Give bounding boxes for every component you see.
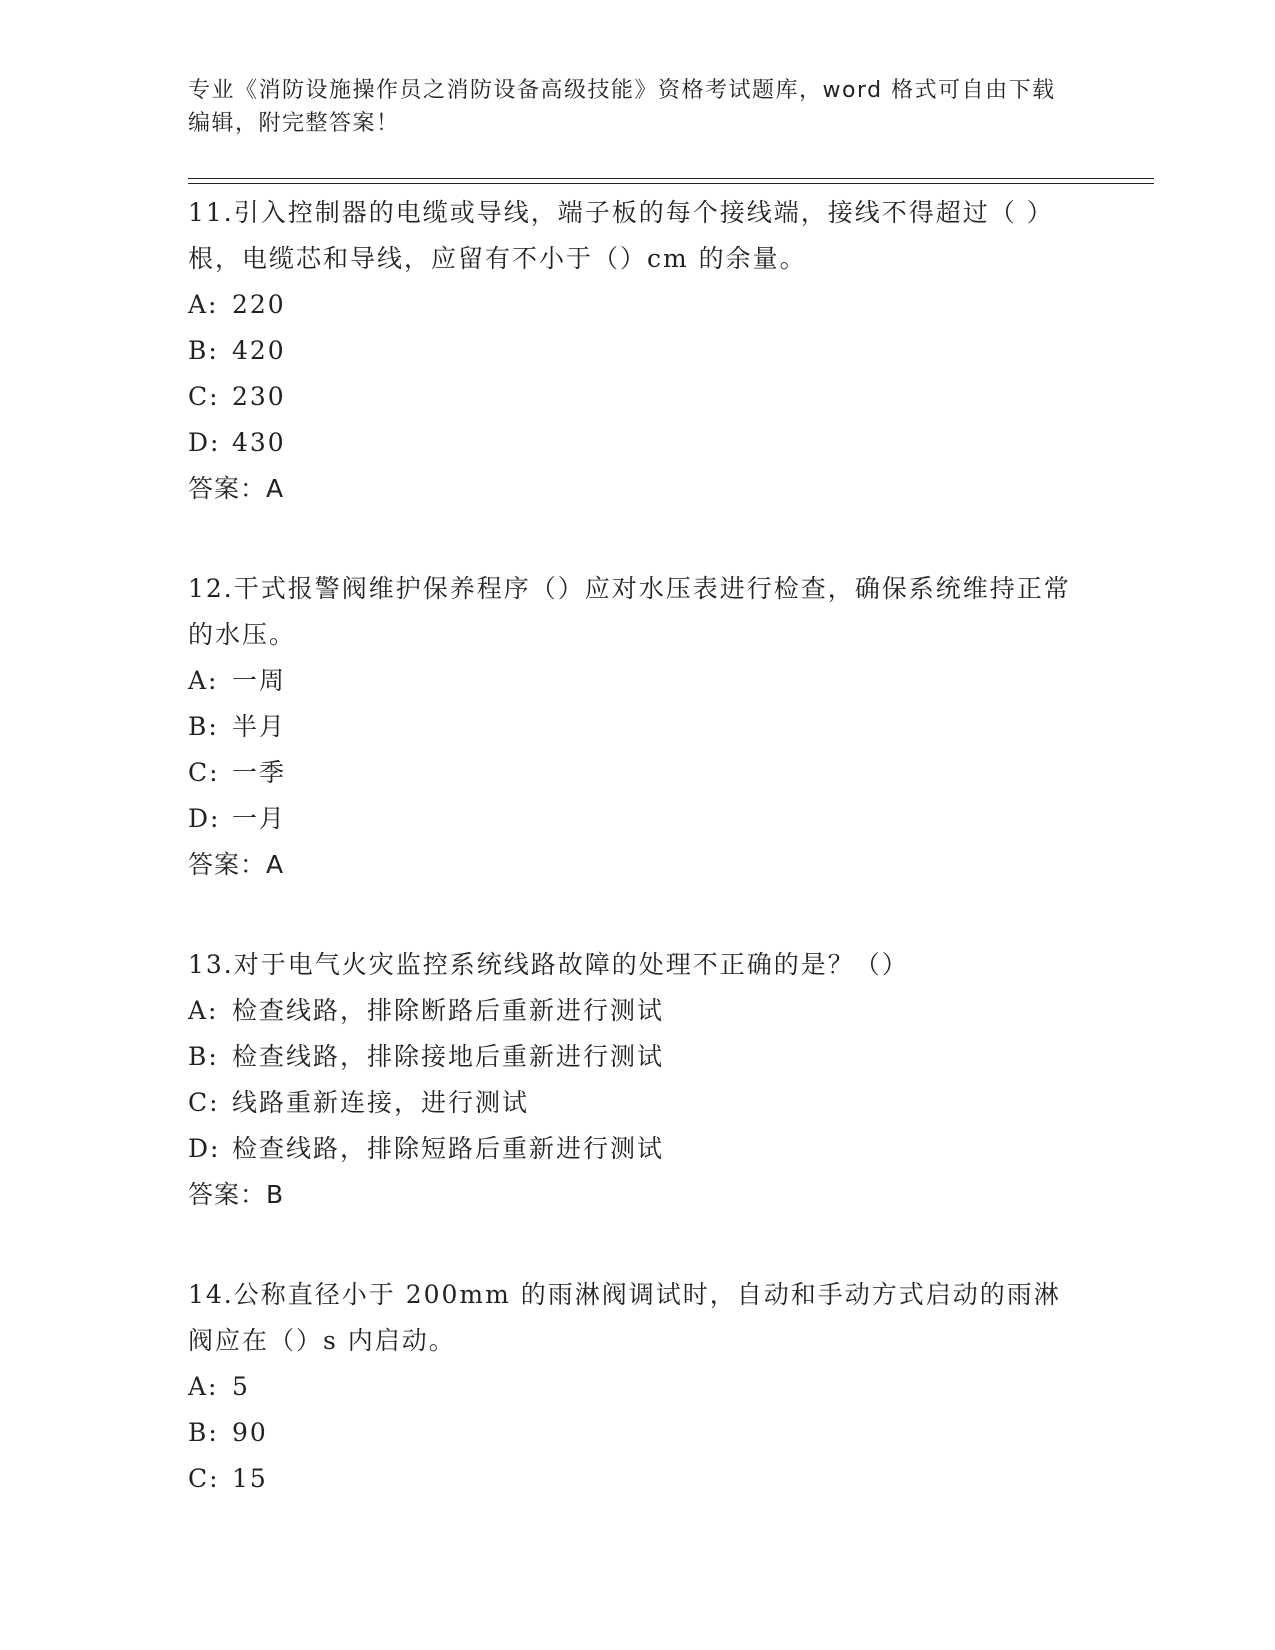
question-stem: 11.引入控制器的电缆或导线，端子板的每个接线端，接线不得超过（ ）根，电缆芯和导线，应留有不小于（）cm 的余量。 [188, 198, 1054, 273]
option-d [188, 1126, 1078, 1172]
option-text: 5 [232, 1372, 250, 1401]
option-key: D: [188, 1134, 221, 1163]
option-key: C: [188, 1464, 220, 1493]
option-text: 一季 [232, 758, 287, 787]
option-key: C: [188, 382, 220, 411]
option-text: 线路重新连接，进行测试 [232, 1088, 530, 1117]
option-text: 检查线路，排除短路后重新进行测试 [232, 1134, 665, 1163]
answer-line: 答案：B [188, 1180, 285, 1209]
option-text: 15 [232, 1464, 268, 1493]
option-text: 一周 [232, 666, 287, 695]
option-text: 检查线路，排除接地后重新进行测试 [232, 1042, 665, 1071]
option-key: B: [188, 712, 219, 741]
question-stem: 12.干式报警阀维护保养程序（）应对水压表进行检查，确保系统维持正常的水压。 [188, 574, 1071, 649]
document-header: 专业《消防设施操作员之消防设备高级技能》资格考试题库，word 格式可自由下载编辑，附完整答案！ [188, 78, 1056, 136]
option-c [188, 1456, 1078, 1502]
option-text: 230 [232, 382, 286, 411]
option-a [188, 282, 1078, 328]
option-b [188, 704, 1078, 750]
header-rule-bottom [188, 183, 1154, 184]
option-key: A: [188, 996, 219, 1025]
question-stem: 13.对于电气火灾监控系统线路故障的处理不正确的是？（） [188, 950, 909, 979]
option-d [188, 796, 1078, 842]
question-list [188, 190, 1078, 1556]
option-key: B: [188, 336, 219, 365]
option-text: 一月 [232, 804, 287, 833]
option-b [188, 328, 1078, 374]
question-11 [188, 190, 1078, 512]
option-a [188, 988, 1078, 1034]
option-key: B: [188, 1418, 219, 1447]
option-key: D: [188, 428, 221, 457]
option-text: 90 [232, 1418, 268, 1447]
option-a [188, 1364, 1078, 1410]
option-key: D: [188, 804, 221, 833]
header-rule-top [188, 178, 1154, 179]
option-key: A: [188, 290, 219, 319]
option-b [188, 1034, 1078, 1080]
option-text: 半月 [232, 712, 287, 741]
question-14 [188, 1272, 1078, 1502]
question-12 [188, 566, 1078, 888]
option-c [188, 750, 1078, 796]
option-text: 220 [232, 290, 286, 319]
option-text: 420 [232, 336, 286, 365]
option-key: C: [188, 758, 220, 787]
option-text: 430 [232, 428, 286, 457]
answer-line: 答案：A [188, 850, 285, 879]
question-13 [188, 942, 1078, 1218]
option-b [188, 1410, 1078, 1456]
option-d [188, 420, 1078, 466]
option-c [188, 1080, 1078, 1126]
option-key: B: [188, 1042, 219, 1071]
option-key: C: [188, 1088, 220, 1117]
answer-line: 答案：A [188, 474, 285, 503]
option-a [188, 658, 1078, 704]
option-key: A: [188, 666, 219, 695]
question-stem: 14.公称直径小于 200mm 的雨淋阀调试时，自动和手动方式启动的雨淋阀应在（）s 内启动。 [188, 1280, 1061, 1355]
option-c [188, 374, 1078, 420]
option-key: A: [188, 1372, 219, 1401]
option-text: 检查线路，排除断路后重新进行测试 [232, 996, 665, 1025]
